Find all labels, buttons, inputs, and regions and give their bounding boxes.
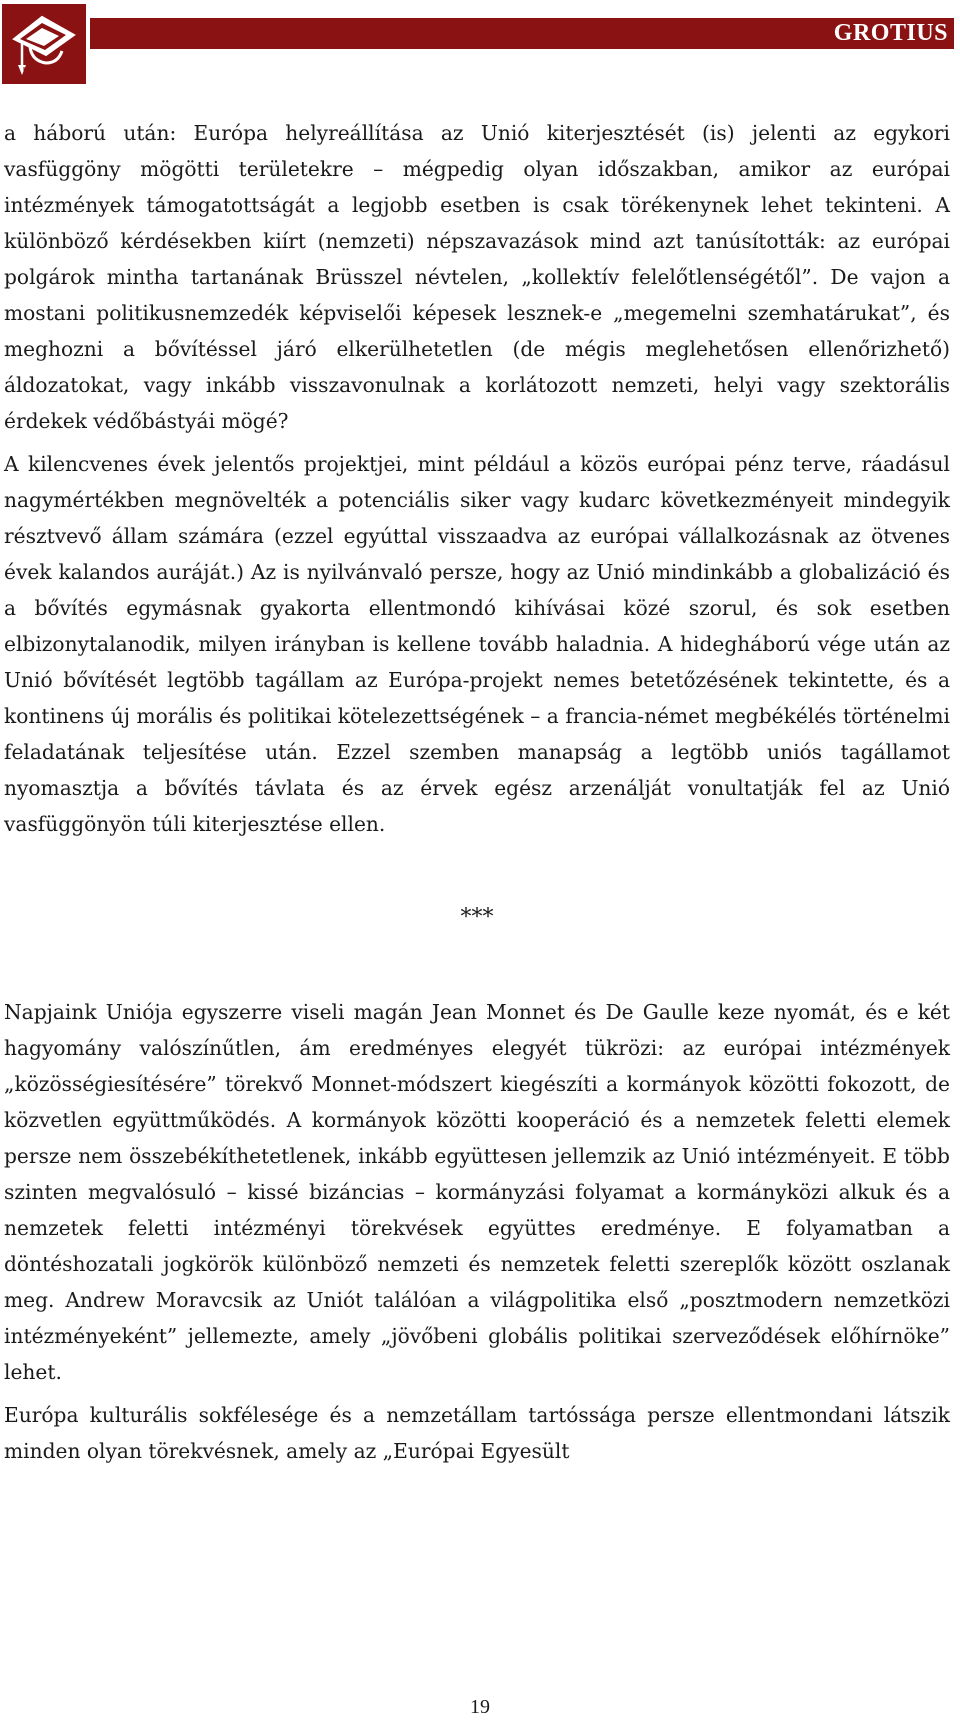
header-title: GROTIUS	[833, 20, 948, 46]
document-body	[4, 115, 950, 1476]
page-header	[0, 0, 960, 90]
page-number: 19	[470, 1696, 490, 1718]
graduation-cap-icon	[8, 9, 80, 79]
logo	[2, 4, 86, 84]
header-bar	[90, 18, 954, 49]
paragraph: A kilencvenes évek jelentős projektjei, mint például a közös európai pénz terve, ráadásul nagymértékben megnövelték a potenciális siker vagy kudarc következményeit mindegyik résztvevő állam számára (ezzel egyúttal visszaadva az európai vállalkozásnak az ötvenes évek kalandos auráját.) Az is nyilvánvaló persze, hogy az Unió mindinkább a globalizáció és a bővítés egymásnak gyakorta ellentmondó kihívásai közé szorul, és sok esetben elbizonytalanodik, milyen irányban is kellene tovább haladnia. A hidegháború vége után az Unió bővítését legtöbb tagállam az Európa-projekt nemes betetőzésének tekintette, és a kontinens új morális és politikai kötelezettségének – a francia-német megbékélés történelmi feladatának teljesítése után. Ezzel szemben manapság a legtöbb uniós tagállamot nyomasztja a bővítés távlata és az érvek egész arzenálját vonultatják fel az Unió vasfüggönyön túli kiterjesztése ellen.	[4, 452, 950, 836]
paragraph: Napjaink Uniója egyszerre viseli magán Jean Monnet és De Gaulle keze nyomát, és e két hagyomány valószínűtlen, ám eredményes elegyét tükrözi: az európai intézmények „közösségiesítésére” törekvő Monnet-módszert kiegészíti a kormányok közötti fokozott, de közvetlen együttműködés. A kormányok közötti kooperáció és a nemzetek feletti elemek persze nem összebékíthetetlenek, inkább együttesen jellemzik az Unió intézményeit. E több szinten megvalósuló – kissé bizáncias – kormányzási folyamat a kormányközi alkuk és a nemzetek feletti intézményi törekvések együttes eredménye. E folyamatban a döntéshozatali jogkörök különböző nemzeti és nemzetek feletti szereplők között oszlanak meg. Andrew Moravcsik az Uniót találóan a világpolitika első „posztmodern nemzetközi intézményeként” jellemezte, amely „jövőbeni globális politikai szerveződések előhírnöke” lehet.	[4, 1000, 950, 1384]
section-separator: ***	[460, 905, 494, 930]
paragraph: Európa kulturális sokfélesége és a nemzetállam tartóssága persze ellentmondani látszik minden olyan törekvésnek, amely az „Európai Egyesült	[4, 1403, 950, 1463]
paragraph: a háború után: Európa helyreállítása az Unió kiterjesztését (is) jelenti az egykori vasfüggöny mögötti területekre – mégpedig olyan időszakban, amikor az európai intézmények támogatottságát a legjobb esetben is csak törékenynek lehet tekinteni. A különböző kérdésekben kiírt (nemzeti) népszavazások mind azt tanúsították: az európai polgárok mintha tartanának Brüsszel névtelen, „kollektív felelőtlenségétől”. De vajon a mostani politikusnemzedék képviselői képesek lesznek-e „megemelni szemhatárukat”, és meghozni a bővítéssel járó elkerülhetetlen (de mégis meglehetősen ellenőrizhető) áldozatokat, vagy inkább visszavonulnak a korlátozott nemzeti, helyi vagy szektorális érdekek védőbástyái mögé?	[4, 121, 950, 433]
